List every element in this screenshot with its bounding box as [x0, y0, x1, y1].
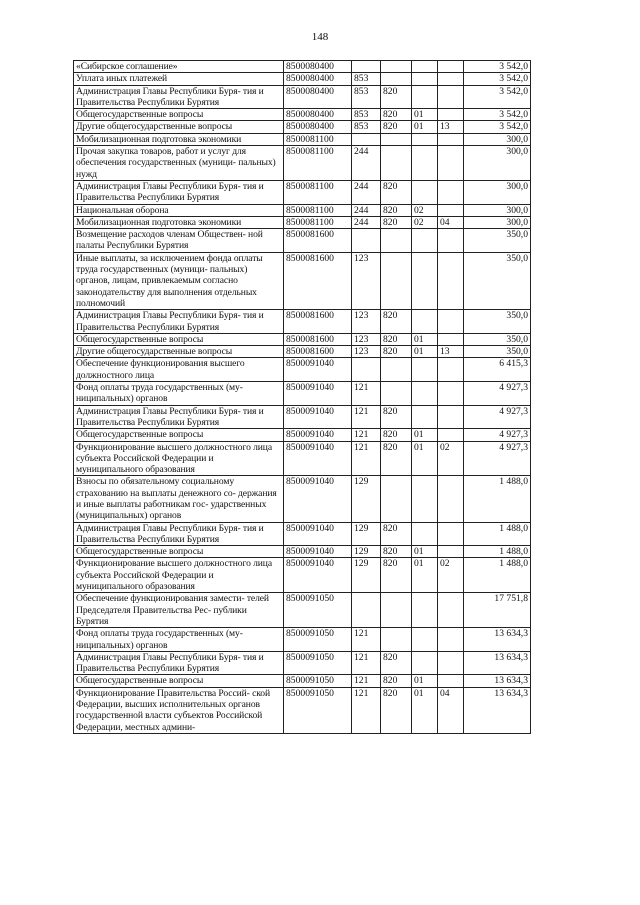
row-sum-cell: 13 634,3: [464, 628, 531, 652]
row-sum-cell: 1 488,0: [464, 476, 531, 522]
row-sum-cell: 4 927,3: [464, 441, 531, 476]
row-vr-cell: 244: [352, 180, 381, 204]
table-row: [74, 61, 531, 73]
row-vr-cell: 129: [352, 522, 381, 546]
row-rz-cell: 01: [412, 346, 438, 358]
table-row: [74, 651, 531, 675]
row-name-cell: Общегосударственные вопросы: [74, 546, 284, 558]
row-sum-cell: 350,0: [464, 310, 531, 334]
row-grbs-cell: 820: [381, 441, 412, 476]
row-pr-cell: [438, 522, 464, 546]
row-rz-cell: [412, 382, 438, 406]
row-vr-cell: 244: [352, 204, 381, 216]
row-pr-cell: [438, 146, 464, 181]
table-row: [74, 204, 531, 216]
row-grbs-cell: [381, 133, 412, 145]
row-name-cell: Функционирование Правительства Россий- ской Федерации, высших исполнительных органов государственной власти субъектов Российской Федерации, местных админи-: [74, 687, 284, 733]
row-grbs-cell: 820: [381, 180, 412, 204]
row-pr-cell: [438, 382, 464, 406]
row-grbs-cell: 820: [381, 204, 412, 216]
row-grbs-cell: 820: [381, 109, 412, 121]
table-row: [74, 429, 531, 441]
row-sum-cell: 6 415,3: [464, 358, 531, 382]
row-pr-cell: [438, 651, 464, 675]
table-row: [74, 109, 531, 121]
row-grbs-cell: [381, 382, 412, 406]
row-csr-cell: 8500091040: [284, 476, 352, 522]
budget-table: [73, 60, 531, 734]
row-name-cell: Администрация Главы Республики Буря- тия и Правительства Республики Бурятия: [74, 180, 284, 204]
row-csr-cell: 8500091050: [284, 687, 352, 733]
row-rz-cell: [412, 593, 438, 628]
table-row: [74, 121, 531, 133]
row-vr-cell: 121: [352, 687, 381, 733]
row-sum-cell: 13 634,3: [464, 687, 531, 733]
row-pr-cell: [438, 204, 464, 216]
row-csr-cell: 8500091040: [284, 405, 352, 429]
row-vr-cell: [352, 133, 381, 145]
row-vr-cell: [352, 229, 381, 253]
table-row: [74, 558, 531, 593]
row-rz-cell: 01: [412, 558, 438, 593]
row-rz-cell: [412, 522, 438, 546]
row-rz-cell: 02: [412, 204, 438, 216]
table-row: [74, 382, 531, 406]
row-grbs-cell: 820: [381, 651, 412, 675]
row-grbs-cell: [381, 146, 412, 181]
row-rz-cell: [412, 85, 438, 109]
row-vr-cell: 129: [352, 546, 381, 558]
table-row: [74, 252, 531, 309]
table-row: [74, 405, 531, 429]
row-rz-cell: [412, 651, 438, 675]
row-sum-cell: 1 488,0: [464, 522, 531, 546]
row-grbs-cell: [381, 73, 412, 85]
row-csr-cell: 8500081100: [284, 180, 352, 204]
row-name-cell: «Сибирское соглашение»: [74, 61, 284, 73]
row-csr-cell: 8500081100: [284, 133, 352, 145]
row-pr-cell: [438, 310, 464, 334]
row-csr-cell: 8500081600: [284, 346, 352, 358]
row-sum-cell: 350,0: [464, 346, 531, 358]
row-grbs-cell: 820: [381, 121, 412, 133]
row-name-cell: Администрация Главы Республики Буря- тия и Правительства Республики Бурятия: [74, 651, 284, 675]
row-csr-cell: 8500091040: [284, 546, 352, 558]
row-rz-cell: 01: [412, 546, 438, 558]
row-grbs-cell: 820: [381, 546, 412, 558]
row-csr-cell: 8500081100: [284, 146, 352, 181]
row-name-cell: Администрация Главы Республики Буря- тия и Правительства Республики Бурятия: [74, 522, 284, 546]
row-vr-cell: 121: [352, 429, 381, 441]
row-vr-cell: 123: [352, 252, 381, 309]
table-row: [74, 522, 531, 546]
table-row: [74, 180, 531, 204]
row-csr-cell: 8500080400: [284, 121, 352, 133]
row-pr-cell: [438, 358, 464, 382]
row-name-cell: Мобилизационная подготовка экономики: [74, 133, 284, 145]
row-pr-cell: 13: [438, 121, 464, 133]
row-csr-cell: 8500091040: [284, 358, 352, 382]
row-name-cell: Уплата иных платежей: [74, 73, 284, 85]
row-csr-cell: 8500080400: [284, 109, 352, 121]
row-name-cell: Иные выплаты, за исключением фонда оплаты труда государственных (муници- пальных) органов, лицам, привлекаемым согласно законодательству для выполнения отдельных полномочий: [74, 252, 284, 309]
row-name-cell: Фонд оплаты труда государственных (му- ниципальных) органов: [74, 628, 284, 652]
row-csr-cell: 8500091040: [284, 382, 352, 406]
row-sum-cell: 4 927,3: [464, 405, 531, 429]
row-grbs-cell: 820: [381, 687, 412, 733]
row-rz-cell: [412, 628, 438, 652]
table-row: [74, 593, 531, 628]
table-row: [74, 628, 531, 652]
row-sum-cell: 350,0: [464, 229, 531, 253]
row-csr-cell: 8500091040: [284, 441, 352, 476]
row-name-cell: Мобилизационная подготовка экономики: [74, 216, 284, 228]
row-pr-cell: [438, 429, 464, 441]
row-grbs-cell: 820: [381, 522, 412, 546]
row-rz-cell: [412, 73, 438, 85]
row-name-cell: Общегосударственные вопросы: [74, 675, 284, 687]
table-row: [74, 216, 531, 228]
table-row: [74, 133, 531, 145]
row-grbs-cell: [381, 229, 412, 253]
row-grbs-cell: 820: [381, 675, 412, 687]
row-name-cell: Обеспечение функционирования высшего должностного лица: [74, 358, 284, 382]
row-name-cell: Прочая закупка товаров, работ и услуг для обеспечения государственных (муници- пальных) нужд: [74, 146, 284, 181]
row-rz-cell: [412, 405, 438, 429]
row-csr-cell: 8500080400: [284, 61, 352, 73]
row-vr-cell: 853: [352, 109, 381, 121]
row-pr-cell: 02: [438, 558, 464, 593]
row-sum-cell: 300,0: [464, 216, 531, 228]
row-rz-cell: [412, 476, 438, 522]
table-row: [74, 546, 531, 558]
row-name-cell: Фонд оплаты труда государственных (му- ниципальных) органов: [74, 382, 284, 406]
row-pr-cell: [438, 61, 464, 73]
row-name-cell: Администрация Главы Республики Буря- тия и Правительства Республики Бурятия: [74, 405, 284, 429]
row-rz-cell: 01: [412, 109, 438, 121]
row-name-cell: Общегосударственные вопросы: [74, 333, 284, 345]
table-row: [74, 229, 531, 253]
row-csr-cell: 8500091050: [284, 651, 352, 675]
row-sum-cell: 1 488,0: [464, 546, 531, 558]
row-sum-cell: 1 488,0: [464, 558, 531, 593]
row-rz-cell: 01: [412, 441, 438, 476]
row-pr-cell: [438, 85, 464, 109]
row-vr-cell: 129: [352, 558, 381, 593]
row-sum-cell: 300,0: [464, 146, 531, 181]
row-vr-cell: 121: [352, 382, 381, 406]
row-vr-cell: [352, 593, 381, 628]
row-csr-cell: 8500081100: [284, 204, 352, 216]
table-row: [74, 687, 531, 733]
row-csr-cell: 8500091040: [284, 522, 352, 546]
row-sum-cell: 300,0: [464, 133, 531, 145]
table-row: [74, 346, 531, 358]
row-pr-cell: [438, 628, 464, 652]
table-row: [74, 333, 531, 345]
row-csr-cell: 8500091050: [284, 675, 352, 687]
row-grbs-cell: 820: [381, 346, 412, 358]
page-number: 148: [311, 31, 329, 43]
row-name-cell: Другие общегосударственные вопросы: [74, 346, 284, 358]
row-vr-cell: 121: [352, 405, 381, 429]
row-rz-cell: 02: [412, 216, 438, 228]
table-row: [74, 476, 531, 522]
row-csr-cell: 8500091050: [284, 593, 352, 628]
row-name-cell: Возмещение расходов членам Обществен- ной палаты Республики Бурятия: [74, 229, 284, 253]
row-grbs-cell: [381, 476, 412, 522]
row-csr-cell: 8500081600: [284, 252, 352, 309]
row-vr-cell: 244: [352, 146, 381, 181]
row-csr-cell: 8500081600: [284, 310, 352, 334]
row-sum-cell: 3 542,0: [464, 121, 531, 133]
row-pr-cell: [438, 180, 464, 204]
row-rz-cell: [412, 252, 438, 309]
row-rz-cell: [412, 61, 438, 73]
row-grbs-cell: 820: [381, 429, 412, 441]
row-name-cell: Функционирование высшего должностного лица субъекта Российской Федерации и муниципального образования: [74, 558, 284, 593]
row-pr-cell: [438, 229, 464, 253]
row-csr-cell: 8500081600: [284, 333, 352, 345]
row-csr-cell: 8500091050: [284, 628, 352, 652]
row-vr-cell: 123: [352, 333, 381, 345]
row-vr-cell: 121: [352, 628, 381, 652]
row-vr-cell: 121: [352, 651, 381, 675]
row-rz-cell: 01: [412, 429, 438, 441]
row-rz-cell: [412, 229, 438, 253]
row-vr-cell: 853: [352, 73, 381, 85]
row-vr-cell: 129: [352, 476, 381, 522]
row-csr-cell: 8500080400: [284, 85, 352, 109]
row-rz-cell: 01: [412, 687, 438, 733]
row-pr-cell: [438, 476, 464, 522]
row-rz-cell: 01: [412, 121, 438, 133]
row-grbs-cell: 820: [381, 310, 412, 334]
row-grbs-cell: [381, 593, 412, 628]
row-sum-cell: 3 542,0: [464, 73, 531, 85]
row-sum-cell: 13 634,3: [464, 651, 531, 675]
row-grbs-cell: [381, 628, 412, 652]
row-sum-cell: 300,0: [464, 204, 531, 216]
row-sum-cell: 350,0: [464, 252, 531, 309]
row-name-cell: Функционирование высшего должностного лица субъекта Российской Федерации и муниципального образования: [74, 441, 284, 476]
row-csr-cell: 8500091040: [284, 558, 352, 593]
row-pr-cell: 04: [438, 216, 464, 228]
row-sum-cell: 350,0: [464, 333, 531, 345]
row-vr-cell: 123: [352, 310, 381, 334]
row-name-cell: Другие общегосударственные вопросы: [74, 121, 284, 133]
row-pr-cell: [438, 133, 464, 145]
row-vr-cell: 853: [352, 85, 381, 109]
row-sum-cell: 4 927,3: [464, 429, 531, 441]
row-pr-cell: [438, 109, 464, 121]
row-sum-cell: 3 542,0: [464, 61, 531, 73]
row-rz-cell: 01: [412, 333, 438, 345]
table-row: [74, 441, 531, 476]
table-row: [74, 73, 531, 85]
row-name-cell: Обеспечение функционирования замести- телей Председателя Правительства Рес- публики Бурятия: [74, 593, 284, 628]
row-pr-cell: [438, 405, 464, 429]
row-grbs-cell: 820: [381, 85, 412, 109]
row-sum-cell: 13 634,3: [464, 675, 531, 687]
row-pr-cell: 04: [438, 687, 464, 733]
row-csr-cell: 8500081100: [284, 216, 352, 228]
row-grbs-cell: 820: [381, 333, 412, 345]
row-name-cell: Взносы по обязательному социальному страхованию на выплаты денежного со- держания и иные выплаты работникам гос- ударственных (муниципальных) органов: [74, 476, 284, 522]
row-rz-cell: [412, 180, 438, 204]
table-row: [74, 146, 531, 181]
row-sum-cell: 17 751,8: [464, 593, 531, 628]
row-vr-cell: [352, 61, 381, 73]
row-pr-cell: [438, 675, 464, 687]
row-pr-cell: [438, 593, 464, 628]
table-row: [74, 85, 531, 109]
row-vr-cell: 121: [352, 675, 381, 687]
row-sum-cell: 3 542,0: [464, 109, 531, 121]
row-vr-cell: [352, 358, 381, 382]
row-sum-cell: 300,0: [464, 180, 531, 204]
row-rz-cell: [412, 146, 438, 181]
row-rz-cell: [412, 358, 438, 382]
row-sum-cell: 3 542,0: [464, 85, 531, 109]
row-pr-cell: [438, 333, 464, 345]
table-body: [74, 61, 531, 734]
row-grbs-cell: 820: [381, 405, 412, 429]
row-name-cell: Общегосударственные вопросы: [74, 109, 284, 121]
row-grbs-cell: 820: [381, 558, 412, 593]
row-grbs-cell: 820: [381, 216, 412, 228]
row-grbs-cell: [381, 358, 412, 382]
row-vr-cell: 244: [352, 216, 381, 228]
row-vr-cell: 853: [352, 121, 381, 133]
row-pr-cell: 13: [438, 346, 464, 358]
row-name-cell: Администрация Главы Республики Буря- тия и Правительства Республики Бурятия: [74, 85, 284, 109]
row-name-cell: Общегосударственные вопросы: [74, 429, 284, 441]
row-name-cell: Национальная оборона: [74, 204, 284, 216]
table-row: [74, 358, 531, 382]
row-csr-cell: 8500091040: [284, 429, 352, 441]
row-csr-cell: 8500080400: [284, 73, 352, 85]
row-pr-cell: [438, 252, 464, 309]
row-vr-cell: 121: [352, 441, 381, 476]
row-pr-cell: [438, 73, 464, 85]
row-rz-cell: [412, 310, 438, 334]
row-grbs-cell: [381, 61, 412, 73]
row-sum-cell: 4 927,3: [464, 382, 531, 406]
row-name-cell: Администрация Главы Республики Буря- тия и Правительства Республики Бурятия: [74, 310, 284, 334]
row-rz-cell: 01: [412, 675, 438, 687]
table-row: [74, 310, 531, 334]
row-vr-cell: 123: [352, 346, 381, 358]
row-rz-cell: [412, 133, 438, 145]
row-grbs-cell: [381, 252, 412, 309]
row-pr-cell: [438, 546, 464, 558]
row-pr-cell: 02: [438, 441, 464, 476]
row-csr-cell: 8500081600: [284, 229, 352, 253]
table-row: [74, 675, 531, 687]
